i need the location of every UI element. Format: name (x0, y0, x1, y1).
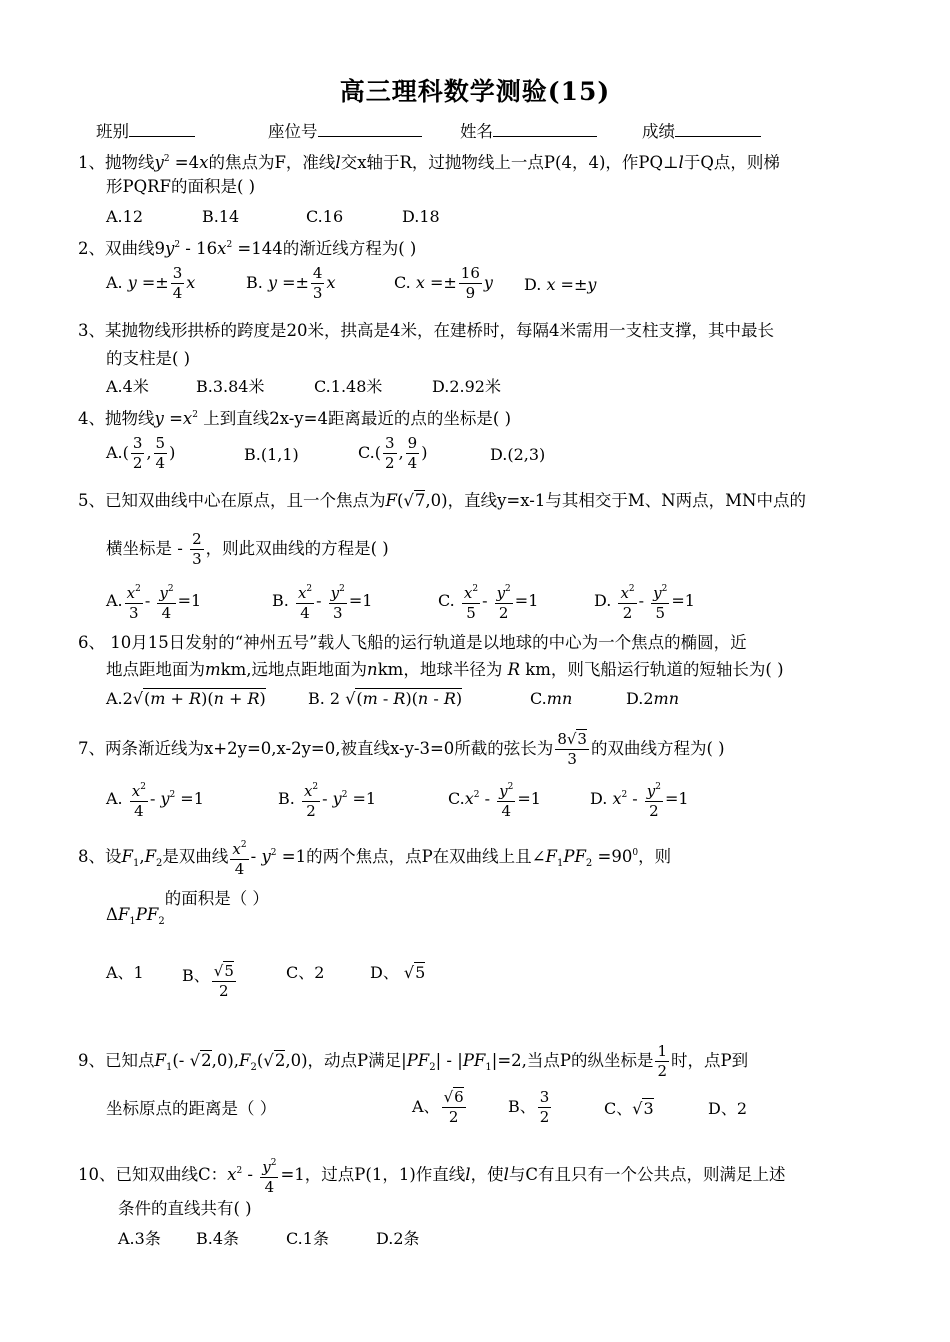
q4-option-a: A.( $\frac{3}{2}$ , $\frac{5}{4}$ ) (106, 434, 176, 472)
q1-option-b: B.14 (202, 207, 240, 226)
q4-option-d: D.(2,3) (490, 445, 546, 464)
q1-line1: 1、抛物线$y^2 =4x$的焦点为F，准线l交x轴于R，过抛物线上一点P(4，4)，作PQ⊥l于Q点，则梯 (78, 153, 780, 172)
q10-option-c: C.1条 (286, 1229, 329, 1248)
q5-line1: 5、已知双曲线中心在原点，且一个焦点为F(√7,0)，直线y=x-1与其相交于M、N两点，MN中点的 (78, 491, 806, 510)
q5-line2: 横坐标是 - $\frac{2}{3}$ ，则此双曲线的方程是( ) (106, 530, 389, 568)
q2-line1: 2、双曲线$9y^2 - 16x^2 =144$的渐近线方程为( ) (78, 239, 417, 258)
q1-option-a: A.12 (106, 207, 143, 226)
q6-line1: 6、 10月15日发射的“神州五号”载人飞船的运行轨道是以地球的中心为一个焦点的椭圆，近 (78, 633, 747, 652)
q7-option-d: D. $x^2$ - $\frac{y^2}{2}$ =1 (590, 778, 689, 821)
name-field: 姓名 (460, 120, 597, 143)
class-field: 班别 (96, 120, 195, 143)
q3-line2: 的支柱是( ) (106, 349, 191, 368)
page-title: 高三理科数学测验(15) (339, 77, 611, 106)
q10-line1: 10、已知双曲线C：$x^2$ - $\frac{y^2}{4}$ =1，过点P(1，1)作直线l，使l与C有且只有一个公共点，则满足上述 (78, 1154, 785, 1197)
q9-option-c: C、√3 (604, 1099, 654, 1118)
q2-option-d: D. x =±y (524, 275, 597, 294)
q8-option-c: C、2 (286, 963, 325, 982)
q10-option-a: A.3条 (118, 1229, 161, 1248)
q4-option-b: B.(1,1) (244, 445, 299, 464)
q3-option-b: B.3.84米 (196, 377, 265, 396)
q2-option-c: C. x =± $\frac{16}{9}$ y (394, 264, 493, 302)
q5-option-d: D. $\frac{x^2}{2}$ - $\frac{y^2}{5}$ =1 (594, 580, 695, 623)
q10-option-b: B.4条 (196, 1229, 240, 1248)
q5-option-c: C. $\frac{x^2}{5}$ - $\frac{y^2}{2}$ =1 (438, 580, 538, 623)
q2-option-b: B. y =± $\frac{4}{3}$ x (246, 264, 336, 302)
q8-option-b: B、 $\frac{√5}{2}$ (182, 962, 234, 1000)
q7-option-a: A. $\frac{x^2}{4}$ - $y^2 =1$ (106, 778, 204, 821)
q5-option-b: B. $\frac{x^2}{4}$ - $\frac{y^2}{3}$ =1 (272, 580, 372, 623)
q8-option-a: A、1 (106, 963, 144, 982)
q9-option-a: A、 $\frac{√6}{2}$ (412, 1088, 464, 1126)
seat-field: 座位号 (268, 120, 422, 143)
q6-option-d: D.2mn (626, 689, 680, 708)
q6-option-a: A.2√(m + R)(n + R) (106, 689, 266, 708)
q9-line2: 坐标原点的距离是（ ） (106, 1099, 277, 1118)
q1-line2: 形PQRF的面积是( ) (106, 177, 256, 196)
q6-option-b: B. 2 √(m - R)(n - R) (308, 689, 463, 708)
q2-option-a: A. y =± $\frac{3}{4}$ x (106, 264, 196, 302)
q5-option-a: A. $\frac{x^2}{3}$ - $\frac{y^2}{4}$ =1 (106, 580, 201, 623)
score-field: 成绩 (642, 120, 761, 143)
q3-option-d: D.2.92米 (432, 377, 501, 396)
q1-option-d: D.18 (402, 207, 440, 226)
q8-option-d: D、 √5 (370, 963, 426, 982)
q3-option-a: A.4米 (106, 377, 149, 396)
q10-option-d: D.2条 (376, 1229, 420, 1248)
q7-line1: 7、两条渐近线为x+2y=0,x-2y=0,被直线x-y-3=0所截的弦长为 $\frac{8√3}{3}$ 的双曲线方程为( ) (78, 730, 725, 768)
q9-option-d: D、2 (708, 1099, 748, 1118)
q9-option-b: B、 $\frac{3}{2}$ (508, 1088, 550, 1126)
q8-line1: 8、设$F_1,F_2$是双曲线 $\frac{x^2}{4}$ - $y^2 =1$的两个焦点，点P在双曲线上且$\angle F_1PF_2 =90^0$，则 (78, 836, 671, 879)
q10-line2: 条件的直线共有( ) (118, 1199, 252, 1218)
q4-line1: 4、抛物线$y =x^2$ 上到直线2x-y=4距离最近的点的坐标是( ) (78, 409, 512, 428)
q7-option-c: $C.x^2$ - $\frac{y^2}{4}$ =1 (448, 778, 541, 821)
q8-line2: $\Delta F_1PF_2$的面积是（ ） (106, 889, 269, 927)
q9-line1: 9、已知点$F_1(-$ $√2,0),F_2(√2,0)$，动点P满足$|PF_2| - |PF_1|=2$,当点P的纵坐标是 $\frac{1}{2}$ 时，点P到 (78, 1042, 749, 1080)
q7-option-b: B. $\frac{x^2}{2}$ - $y^2 =1$ (278, 778, 376, 821)
q6-option-c: C.mn (530, 689, 573, 708)
q6-line2: 地点距地面为mkm,远地点距地面为nkm，地球半径为 R km，则飞船运行轨道的短轴长为( ) (106, 660, 784, 679)
q1-option-c: C.16 (306, 207, 344, 226)
q3-option-c: C.1.48米 (314, 377, 383, 396)
q4-option-c: C.( $\frac{3}{2}$ , $\frac{9}{4}$ ) (358, 434, 428, 472)
q3-line1: 3、某抛物线形拱桥的跨度是20米，拱高是4米，在建桥时，每隔4米需用一支柱支撑，其中最长 (78, 321, 774, 340)
